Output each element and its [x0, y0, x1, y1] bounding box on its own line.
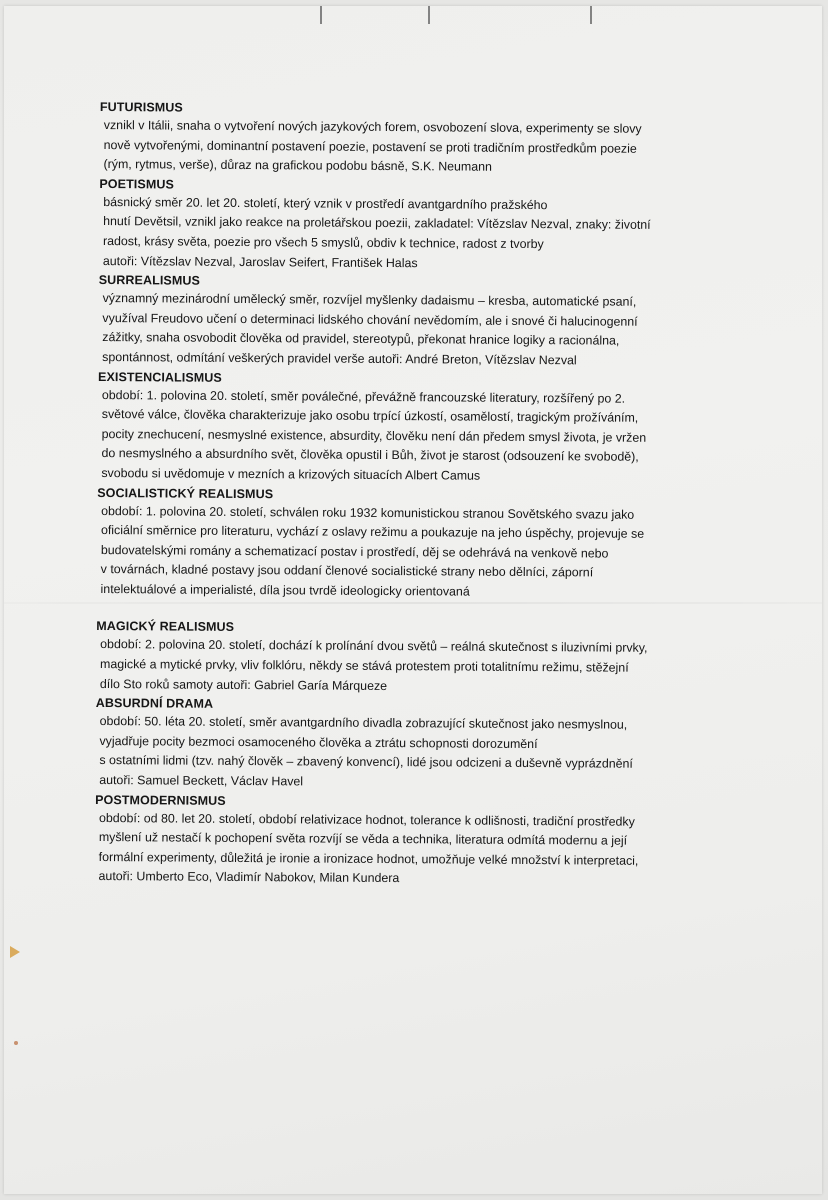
text-line: pocity znechucení, nesmyslné existence, absurdity, člověku není dán předem smysl života, je vržen [101, 426, 647, 445]
section-heading: SURREALISMUS [98, 273, 200, 288]
document-content [94, 98, 739, 891]
text-line: magické a mytické prvky, vliv folklóru, někdy se stává protestem proti totalitnímu režimu, stěžejní [99, 657, 629, 675]
staple-mark [590, 6, 592, 24]
text-line: budovatelskými romány a schematizací postav i prostředí, děj se odehrává na venkově nebo [100, 542, 609, 561]
section-heading: SOCIALISTICKÝ REALISMUS [97, 485, 274, 501]
section-absurdni-drama [95, 694, 736, 795]
section-poetismus [99, 175, 740, 276]
text-line: hnutí Devětsil, vznikl jako reakce na proletářskou poezii, zakladatel: Vítězslav Nezval, znaky: životní [103, 214, 651, 233]
text-line: formální experimenty, důležitá je ironie a ironizace hodnot, umožňuje velké množství k interpretaci, [98, 849, 639, 868]
text-line: s ostatními lidmi (tzv. nahý člověk – zbavený konvencí), lidé jsou odcizeni a duševně vyprázdnění [99, 753, 633, 772]
text-line: vyjadřuje pocity bezmoci osamoceného člověka a ztrátu schopnosti dorozumění [99, 733, 538, 751]
staple-mark [428, 6, 430, 24]
section-body [95, 712, 736, 795]
edge-stain [14, 1041, 18, 1045]
text-line: do nesmyslného a absurdního svět, člověka opustil i Bůh, život je starost (odsouzení ke svobodě), [101, 446, 639, 465]
section-existencialismus [97, 368, 738, 488]
section-heading: POSTMODERNISMUS [95, 792, 226, 808]
edge-tab-mark [10, 946, 20, 958]
section-body [99, 193, 740, 276]
text-line: básnický směr 20. let 20. století, který vznik v prostředí avantgardního pražského [103, 194, 548, 212]
text-line: nově vytvořenými, dominantní postavení poezie, postavení se proti tradičním prostředkům poezie [103, 137, 637, 156]
section-surrealismus [98, 271, 739, 372]
section-body [96, 635, 736, 698]
text-line: v továrnách, kladné postavy jsou oddaní členové socialistické strany nebo dělníci, záporní [100, 562, 594, 580]
paper-sheet [4, 6, 822, 1194]
text-line: dílo Sto roků samoty autoři: Gabriel Garía Márqueze [99, 676, 388, 693]
section-magicky-realismus [96, 617, 737, 698]
text-line: myšlení už nestačí k pochopení světa rozvíjí se věda a technika, literatura odmítá modernu a její [98, 830, 628, 848]
text-line: (rým, rytmus, verše), důraz na grafickou podobu básně, S.K. Neumann [103, 157, 492, 174]
text-line: období: od 80. let 20. století, období relativizace hodnot, tolerance k odlišnosti, tradiční prostředky [98, 810, 635, 829]
section-body [99, 116, 739, 179]
text-line: období: 2. polovina 20. století, dochází k prolínání dvou světů – reálná skutečnost s iluzivními prvky, [100, 637, 648, 656]
section-heading: EXISTENCIALISMUS [98, 369, 222, 385]
section-body [94, 809, 735, 892]
text-line: období: 1. polovina 20. století, schválen roku 1932 komunistickou stranou Sovětského svazu jako [101, 503, 635, 522]
text-line: vznikl v Itálii, snaha o vytvoření nových jazykových forem, osvobození slova, experimenty se slovy [103, 118, 642, 136]
section-heading: ABSURDNÍ DRAMA [95, 696, 214, 712]
section-futurismus [99, 98, 740, 179]
text-line: světové válce, člověka charakterizuje jako osobu trpící úzkostí, osamělostí, tragickým prožíváním, [101, 407, 639, 425]
section-body [98, 289, 739, 372]
text-line: významný mezinárodní umělecký směr, rozvíjel myšlenky dadaismu – kresba, automatické psaní, [102, 291, 637, 309]
text-line: využíval Freudovo učení o determinaci lidského chování nevědomím, ale i snové či halucinogenní [102, 310, 638, 329]
text-line: období: 1. polovina 20. století, směr poválečné, převážně francouzské literatury, rozšířený po 2. [101, 387, 626, 406]
section-heading: POETISMUS [99, 176, 174, 192]
section-postmodernismus [94, 791, 735, 892]
text-line: období: 50. léta 20. století, směr avantgardního divadla zobrazující skutečnost jako nesmyslnou, [99, 714, 628, 732]
text-line: autoři: Samuel Beckett, Václav Havel [99, 773, 304, 789]
text-line: zážitky, snaha osvobodit člověka od pravidel, stereotypů, překonat hranice logiky a racionálna, [102, 330, 620, 348]
text-line: svobodu si uvědomuje v mezních a krizových situacích Albert Camus [101, 465, 481, 483]
section-body [96, 501, 737, 603]
section-body [97, 386, 738, 488]
section-heading: MAGICKÝ REALISMUS [96, 619, 235, 635]
section-socialisticky-realismus [96, 483, 737, 603]
text-line: intelektuálové a imperialisté, díla jsou tvrdě ideologicky orientovaná [100, 581, 470, 599]
text-line: oficiální směrnice pro literaturu, vychází z oslavy režimu a poukazuje na jeho úspěchy, projevuje se [100, 523, 645, 541]
text-line: radost, krásy světa, poezie pro všech 5 smyslů, obdiv k technice, radost z tvorby [102, 233, 544, 252]
text-line: spontánnost, odmítání veškerých pravidel verše autoři: André Breton, Vítězslav Nezval [102, 349, 577, 368]
section-heading: FUTURISMUS [99, 99, 183, 115]
text-line: autoři: Umberto Eco, Vladimír Nabokov, Milan Kundera [98, 869, 400, 886]
staple-mark [320, 6, 322, 24]
text-line: autoři: Vítězslav Nezval, Jaroslav Seifert, František Halas [102, 253, 418, 270]
